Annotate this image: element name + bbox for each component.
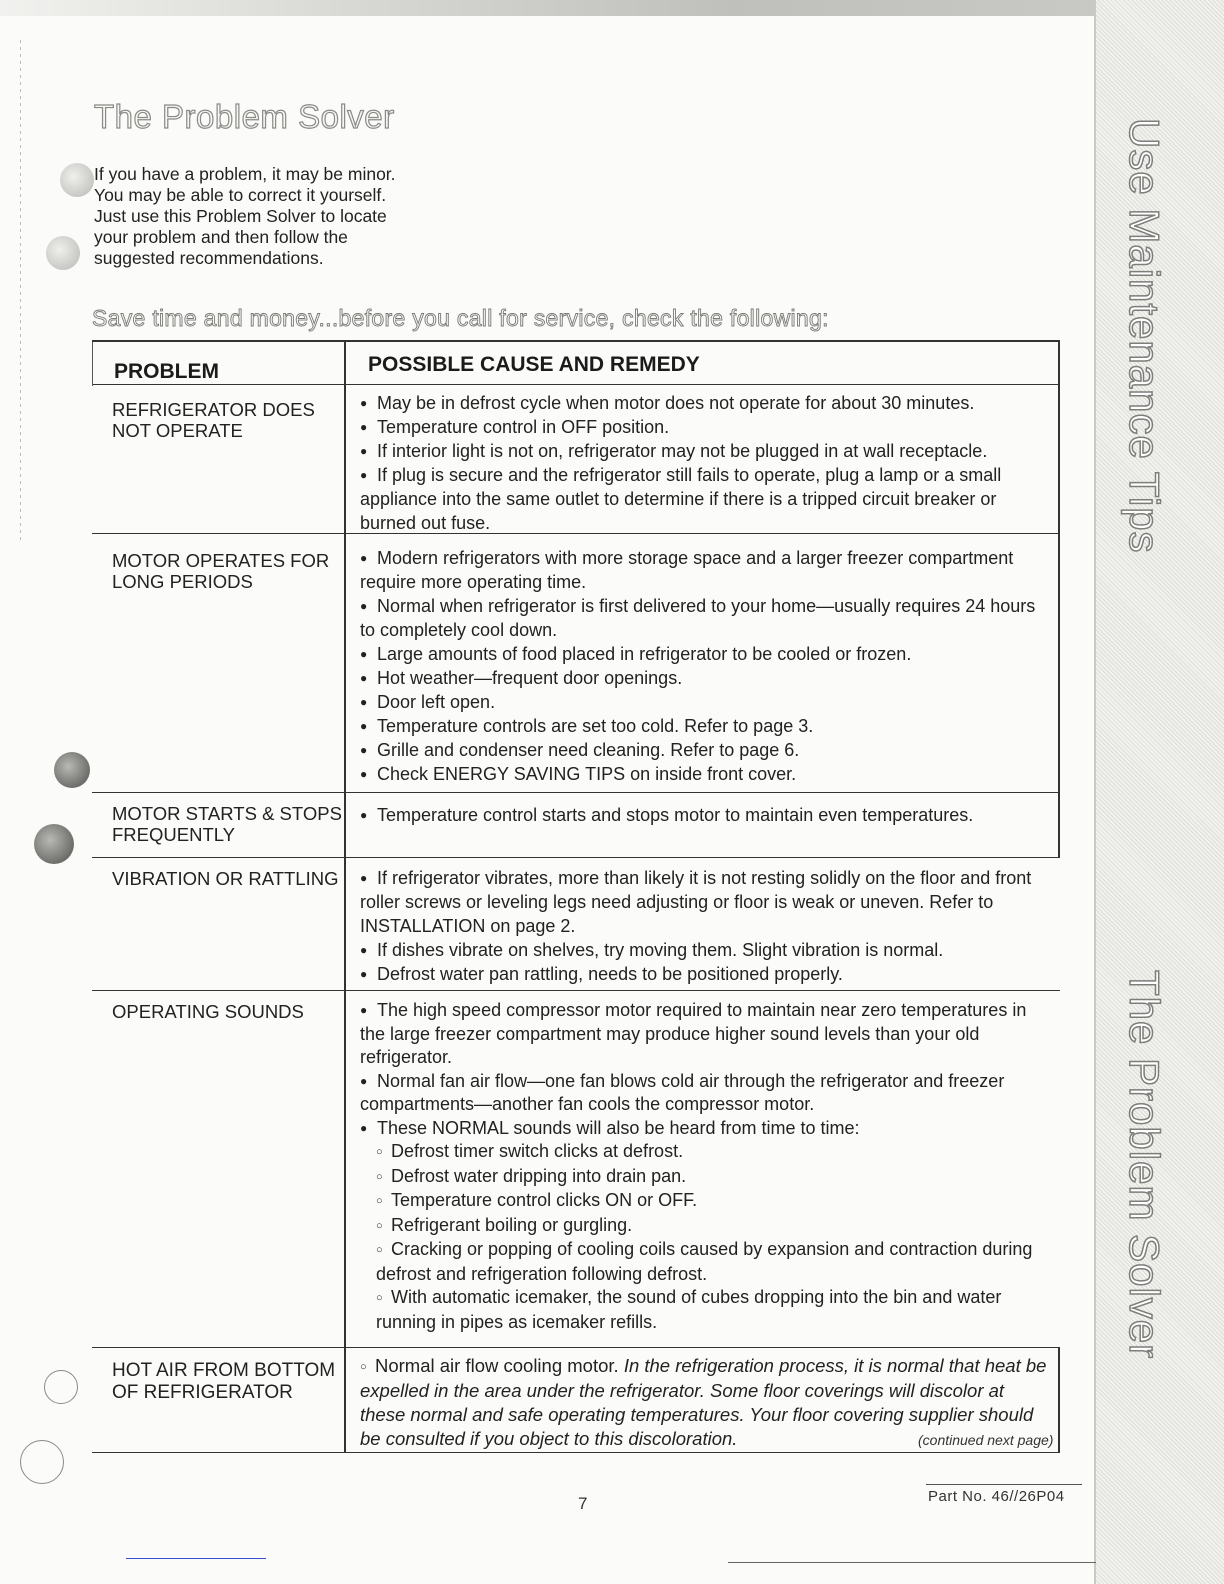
cause-item: ● These NORMAL sounds will also be heard from time to time: (360, 1117, 1052, 1141)
bullet-icon: ● (360, 647, 368, 661)
continued-note: (continued next page) (918, 1432, 1054, 1448)
scan-link-line (126, 1558, 266, 1559)
bullet-icon: ● (360, 871, 368, 885)
cause-cell (346, 858, 1060, 990)
bullet-icon: ● (360, 967, 368, 981)
cause-item: ● Normal when refrigerator is first delivered to your home—usually requires 24 hours to completely cool down. (360, 596, 1036, 640)
table-row (92, 533, 1060, 792)
sub-bullet-icon: ○ (376, 1244, 383, 1256)
part-rule (926, 1484, 1082, 1485)
bullet-icon: ● (360, 1003, 368, 1017)
sub-cause-item: ○ Refrigerant boiling or gurgling. (360, 1214, 1052, 1239)
table-row (92, 990, 1060, 1347)
cause-item: ● Normal fan air flow—one fan blows cold air through the refrigerator and freezer compartments—another fan cools the compressor motor. (360, 1070, 1005, 1114)
scan-bottom-rule (728, 1562, 1096, 1563)
sub-cause-item: ○ With automatic icemaker, the sound of cubes dropping into the bin and water running in pipes as icemaker refills. (376, 1287, 1002, 1332)
table-row (92, 857, 1060, 990)
bullet-icon: ● (360, 420, 368, 434)
cause-cell (346, 793, 1060, 857)
table-row (92, 792, 1060, 857)
bullet-icon: ● (360, 468, 368, 482)
cause-item: ● Large amounts of food placed in refrigerator to be cooled or frozen. (360, 644, 912, 664)
table-row (92, 384, 1060, 533)
problem-cell: OPERATING SOUNDS (92, 991, 346, 1347)
cause-item: ● Defrost water pan rattling, needs to be positioned properly. (360, 964, 843, 984)
cause-item: ○ Normal air flow cooling motor. In the refrigeration process, it is normal that heat be expelled in the area under the refrigerator. Some floor coverings will discolor at these normal and safe operating temperatures. Your floor covering supplier should be consulted if you object to this discoloration. (360, 1355, 1047, 1449)
sub-bullet-icon: ○ (376, 1170, 383, 1183)
cause-cell (346, 991, 1060, 1347)
cause-item: ● The high speed compressor motor required to maintain near zero temperatures in the large freezer compartment may produce higher sound levels than your old refrigerator. (360, 1000, 1027, 1067)
sub-bullet-icon: ○ (360, 1361, 367, 1373)
sidebar-upper-label: Use Maintenance Tips (1121, 118, 1168, 554)
bullet-icon: ● (360, 719, 368, 733)
page-title: The Problem Solver (94, 98, 395, 135)
bullet-icon: ● (360, 1120, 368, 1135)
binder-hole-icon (46, 236, 80, 270)
cause-item: ● Modern refrigerators with more storage space and a larger freezer compartment require more operating time. (360, 548, 1014, 592)
binder-hole-icon (44, 1370, 78, 1404)
cause-item: ● If dishes vibrate on shelves, try moving them. Slight vibration is normal. (360, 940, 944, 960)
bullet-icon: ● (360, 1073, 368, 1088)
bullet-icon: ● (360, 943, 368, 957)
scan-margin-mark (20, 40, 21, 540)
cause-cell (346, 534, 1060, 792)
cause-item: ● If plug is secure and the refrigerator still fails to operate, plug a lamp or a small appliance into the same outlet to determine if there is a tripped circuit breaker or burned out fuse. (360, 465, 1002, 533)
sub-bullet-icon: ○ (376, 1195, 383, 1207)
cause-item: ● Temperature control in OFF position. (360, 417, 670, 437)
cause-item: ● Check ENERGY SAVING TIPS on inside front cover. (360, 764, 797, 784)
problem-cell: HOT AIR FROM BOTTOM OF REFRIGERATOR (92, 1348, 346, 1452)
sub-cause-item: ○ Defrost water dripping into drain pan. (360, 1165, 1052, 1190)
bullet-icon: ● (360, 551, 368, 565)
problem-cell: MOTOR STARTS & STOPS FREQUENTLY (92, 793, 346, 857)
cause-cell (346, 385, 1060, 533)
sub-cause-item: ○ Cracking or popping of cooling coils caused by expansion and contraction during defrost and refrigeration following defrost. (376, 1239, 1033, 1284)
problem-cell: MOTOR OPERATES FOR LONG PERIODS (92, 534, 346, 792)
sub-bullet-icon: ○ (376, 1292, 383, 1304)
bullet-icon: ● (360, 671, 368, 685)
bullet-icon: ● (360, 695, 368, 709)
table-header (92, 340, 1060, 384)
cause-item: ● Temperature control starts and stops motor to maintain even temperatures. (360, 805, 974, 825)
bullet-icon: ● (360, 444, 368, 458)
bullet-icon: ● (360, 743, 368, 757)
cause-item: ● If interior light is not on, refrigerator may not be plugged in at wall receptacle. (360, 441, 988, 461)
sidebar-lower-label: The Problem Solver (1121, 970, 1168, 1360)
sub-bullet-icon: ○ (376, 1219, 383, 1232)
cause-item: ● Grille and condenser need cleaning. Refer to page 6. (360, 740, 800, 760)
sub-bullet-icon: ○ (376, 1146, 383, 1158)
bullet-icon: ● (360, 599, 368, 613)
header-cause: POSSIBLE CAUSE AND REMEDY (346, 342, 1060, 384)
binder-hole-icon (20, 1440, 64, 1484)
problem-solver-table (92, 340, 1060, 1453)
bullet-icon: ● (360, 396, 368, 410)
bullet-icon: ● (360, 808, 368, 822)
sub-cause-item: ○ Defrost timer switch clicks at defrost. (360, 1140, 1052, 1165)
sub-cause-item: ○ Temperature control clicks ON or OFF. (360, 1189, 1052, 1214)
cause-item: ● Temperature controls are set too cold. Refer to page 3. (360, 716, 814, 736)
problem-cell: REFRIGERATOR DOES NOT OPERATE (92, 385, 346, 533)
table-row (92, 1347, 1060, 1453)
cause-item: ● Hot weather—frequent door openings. (360, 668, 683, 688)
binder-hole-icon (60, 163, 94, 197)
scan-top-edge (0, 0, 1224, 16)
cause-item: ● May be in defrost cycle when motor does not operate for about 30 minutes. (360, 393, 975, 413)
binder-hole-icon (34, 824, 74, 864)
problem-cell: VIBRATION OR RATTLING (92, 858, 346, 990)
header-problem: PROBLEM (92, 342, 346, 386)
intro-paragraph: If you have a problem, it may be minor. You may be able to correct it yourself. Just use this Problem Solver to locate your problem and then follow the suggested recommendations. (94, 164, 396, 268)
cause-item: ● Door left open. (360, 692, 496, 712)
part-number: Part No. 46//26P04 (928, 1488, 1065, 1505)
binder-hole-icon (54, 752, 90, 788)
page-number: 7 (578, 1494, 588, 1513)
section-subtitle: Save time and money...before you call for service, check the following: (92, 305, 829, 331)
cause-item: ● If refrigerator vibrates, more than likely it is not resting solidly on the floor and front roller screws or leveling legs need adjusting or floor is weak or uneven. Refer to INSTALLATION on page 2. (360, 868, 1032, 936)
bullet-icon: ● (360, 767, 368, 781)
